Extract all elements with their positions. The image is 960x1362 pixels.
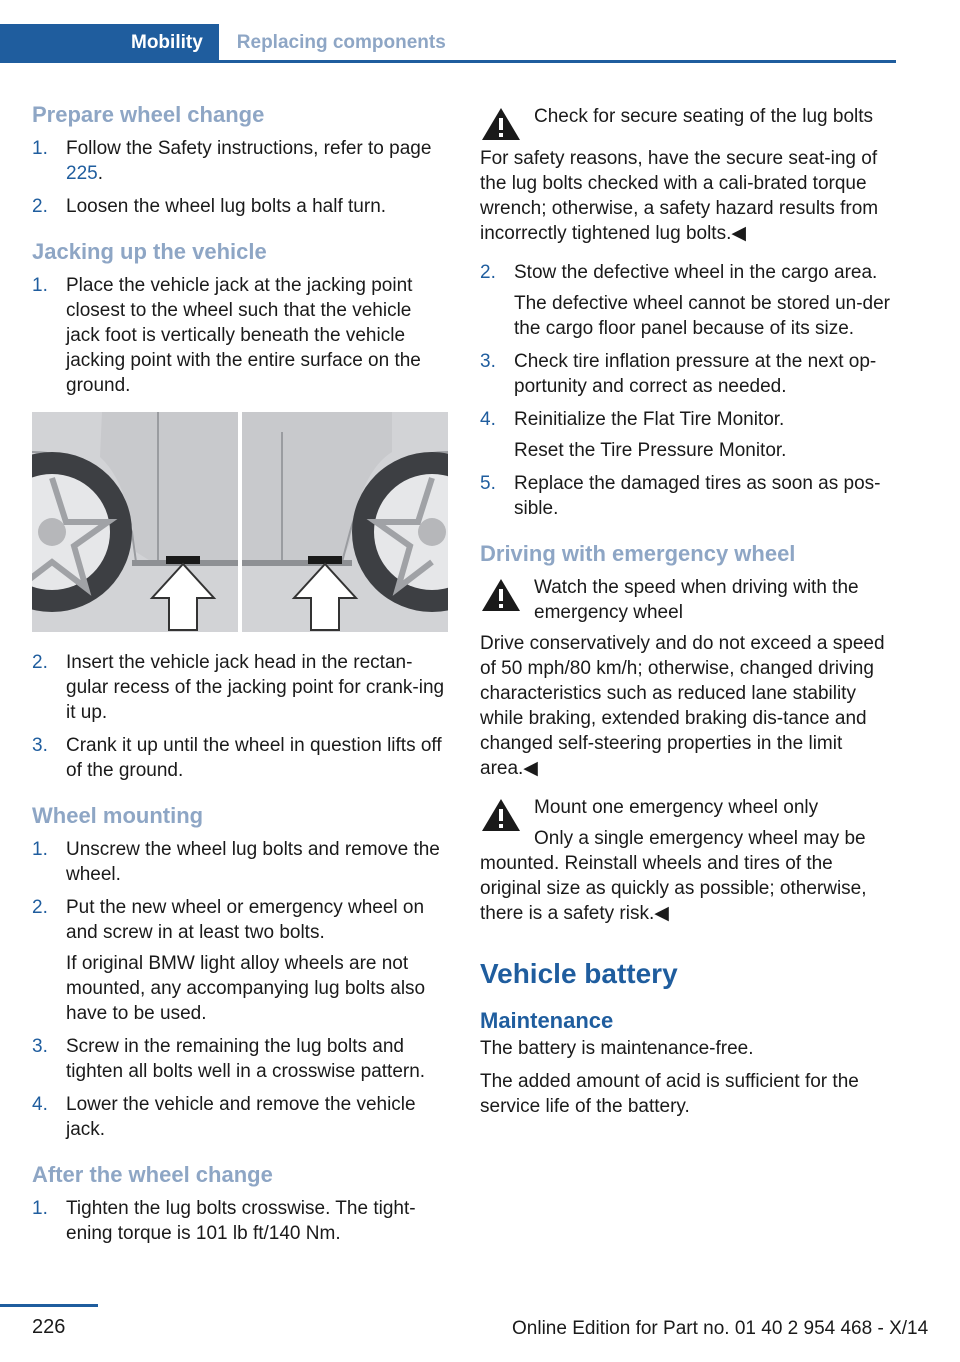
prepare-steps bbox=[32, 136, 450, 219]
header-tabs bbox=[0, 24, 464, 62]
warning-triangle-icon bbox=[480, 106, 522, 142]
warning-title: Mount one emergency wheel only bbox=[534, 797, 819, 818]
list-item bbox=[480, 407, 898, 463]
warning-body: Only a single emergency wheel may be mounted. Reinstall wheels and tires of the original size as quickly as possible; otherwise, there is a safety risk.◀ bbox=[480, 828, 867, 924]
step-number: 2. bbox=[32, 897, 48, 918]
heading-prepare-wheel-change: Prepare wheel change bbox=[32, 102, 265, 127]
right-column bbox=[480, 104, 898, 1127]
step-text: Unscrew the wheel lug bolts and remove the wheel. bbox=[66, 839, 440, 885]
step-number: 3. bbox=[480, 351, 496, 372]
heading-vehicle-battery: Vehicle battery bbox=[480, 958, 678, 989]
step-number: 1. bbox=[32, 138, 48, 159]
header-rule bbox=[0, 60, 896, 63]
step-note: If original BMW light alloy wheels are not mounted, any accompanying lug bolts also have to be used. bbox=[66, 953, 426, 1024]
car-rear-wheel-arrow-icon bbox=[32, 412, 238, 632]
step-note: The defective wheel cannot be stored un‐der the cargo floor panel because of its size. bbox=[514, 293, 891, 339]
warning-triangle-icon bbox=[480, 577, 522, 613]
step-text: Stow the defective wheel in the cargo area. bbox=[514, 262, 878, 283]
warning-title: Check for secure seating of the lug bolts bbox=[534, 106, 874, 127]
step-number: 2. bbox=[32, 196, 48, 217]
heading-jacking-up: Jacking up the vehicle bbox=[32, 239, 267, 264]
illustration-rear-jacking-point bbox=[32, 412, 238, 632]
list-item bbox=[480, 471, 898, 521]
heading-maintenance: Maintenance bbox=[480, 1008, 614, 1033]
after-steps-continued bbox=[480, 260, 898, 521]
list-item bbox=[32, 1196, 450, 1246]
step-text: Screw in the remaining the lug bolts and tighten all bolts well in a crosswise pattern. bbox=[66, 1036, 426, 1082]
list-item bbox=[32, 1092, 450, 1142]
warning-triangle-icon bbox=[480, 797, 522, 833]
jacking-steps-part1 bbox=[32, 273, 450, 398]
step-note: Reset the Tire Pressure Monitor. bbox=[514, 440, 787, 461]
list-item bbox=[480, 260, 898, 341]
list-item bbox=[32, 1034, 450, 1084]
list-item bbox=[32, 136, 450, 186]
step-text-end: . bbox=[97, 163, 103, 184]
step-text: Lower the vehicle and remove the vehicle jack. bbox=[66, 1094, 416, 1140]
step-text: Replace the damaged tires as soon as pos‐sible. bbox=[514, 473, 881, 519]
step-text: Crank it up until the wheel in question lifts off of the ground. bbox=[66, 735, 442, 781]
step-number: 3. bbox=[32, 735, 48, 756]
step-number: 1. bbox=[32, 839, 48, 860]
page-reference-link[interactable]: 225 bbox=[66, 163, 98, 184]
warning-body: For safety reasons, have the secure seat‐ing of the lug bolts checked with a cali‐brated torque wrench; otherwise, a safety hazard results from incorrectly tightened lug bolts.◀ bbox=[480, 148, 879, 244]
step-text: Loosen the wheel lug bolts a half turn. bbox=[66, 196, 387, 217]
step-number: 5. bbox=[480, 473, 496, 494]
step-number: 3. bbox=[32, 1036, 48, 1057]
car-front-wheel-arrow-icon bbox=[242, 412, 448, 632]
step-number: 1. bbox=[32, 275, 48, 296]
mounting-steps bbox=[32, 837, 450, 1142]
warning-speed bbox=[480, 575, 898, 781]
footer-rule bbox=[0, 1304, 98, 1307]
illustration-front-jacking-point bbox=[242, 412, 448, 632]
list-item bbox=[32, 895, 450, 1026]
jacking-steps-part2 bbox=[32, 650, 450, 783]
step-number: 4. bbox=[32, 1094, 48, 1115]
page-number: 226 bbox=[32, 1316, 66, 1338]
list-item bbox=[32, 650, 450, 725]
step-text: Place the vehicle jack at the jacking point closest to the wheel such that the vehicle jack foot is vertically beneath the vehicle jacking point with the entire surface on the ground. bbox=[66, 275, 421, 396]
step-number: 1. bbox=[32, 1198, 48, 1219]
battery-text-1: The battery is maintenance-free. bbox=[480, 1038, 754, 1059]
list-item bbox=[480, 349, 898, 399]
step-number: 2. bbox=[480, 262, 496, 283]
left-column bbox=[32, 100, 450, 1264]
after-steps bbox=[32, 1196, 450, 1246]
step-number: 4. bbox=[480, 409, 496, 430]
heading-after-wheel-change: After the wheel change bbox=[32, 1162, 273, 1187]
warning-one-emergency-wheel bbox=[480, 795, 898, 926]
warning-body: Drive conservatively and do not exceed a speed of 50 mph/80 km/h; otherwise, changed driving characteristics such as reduced lane stability while braking, extended braking dis‐tance and changed self-steering properties in the limit area.◀ bbox=[480, 633, 885, 779]
list-item bbox=[32, 837, 450, 887]
warning-title: Watch the speed when driving with the emergency wheel bbox=[534, 577, 859, 623]
list-item bbox=[32, 733, 450, 783]
heading-driving-emergency-wheel: Driving with emergency wheel bbox=[480, 541, 796, 566]
step-text: Put the new wheel or emergency wheel on and screw in at least two bolts. bbox=[66, 897, 425, 943]
tab-replacing-components[interactable]: Replacing components bbox=[236, 32, 446, 53]
battery-text-2: The added amount of acid is sufficient for the service life of the battery. bbox=[480, 1071, 859, 1117]
step-text: Check tire inflation pressure at the next op‐portunity and correct as needed. bbox=[514, 351, 877, 397]
step-text: Follow the Safety instructions, refer to page bbox=[66, 138, 432, 159]
step-text: Tighten the lug bolts crosswise. The tight‐ening torque is 101 lb ft/140 Nm. bbox=[66, 1198, 416, 1244]
tab-mobility[interactable]: Mobility bbox=[0, 24, 219, 62]
footer-edition: Online Edition for Part no. 01 40 2 954 468 - X/14 bbox=[512, 1318, 929, 1339]
heading-wheel-mounting: Wheel mounting bbox=[32, 803, 204, 828]
list-item bbox=[32, 273, 450, 398]
step-text: Reinitialize the Flat Tire Monitor. bbox=[514, 409, 785, 430]
list-item bbox=[32, 194, 450, 219]
jacking-point-illustration bbox=[32, 412, 448, 632]
step-number: 2. bbox=[32, 652, 48, 673]
warning-lug-bolts bbox=[480, 104, 898, 246]
step-text: Insert the vehicle jack head in the rectan‐gular recess of the jacking point for crank‐ing it up. bbox=[66, 652, 445, 723]
